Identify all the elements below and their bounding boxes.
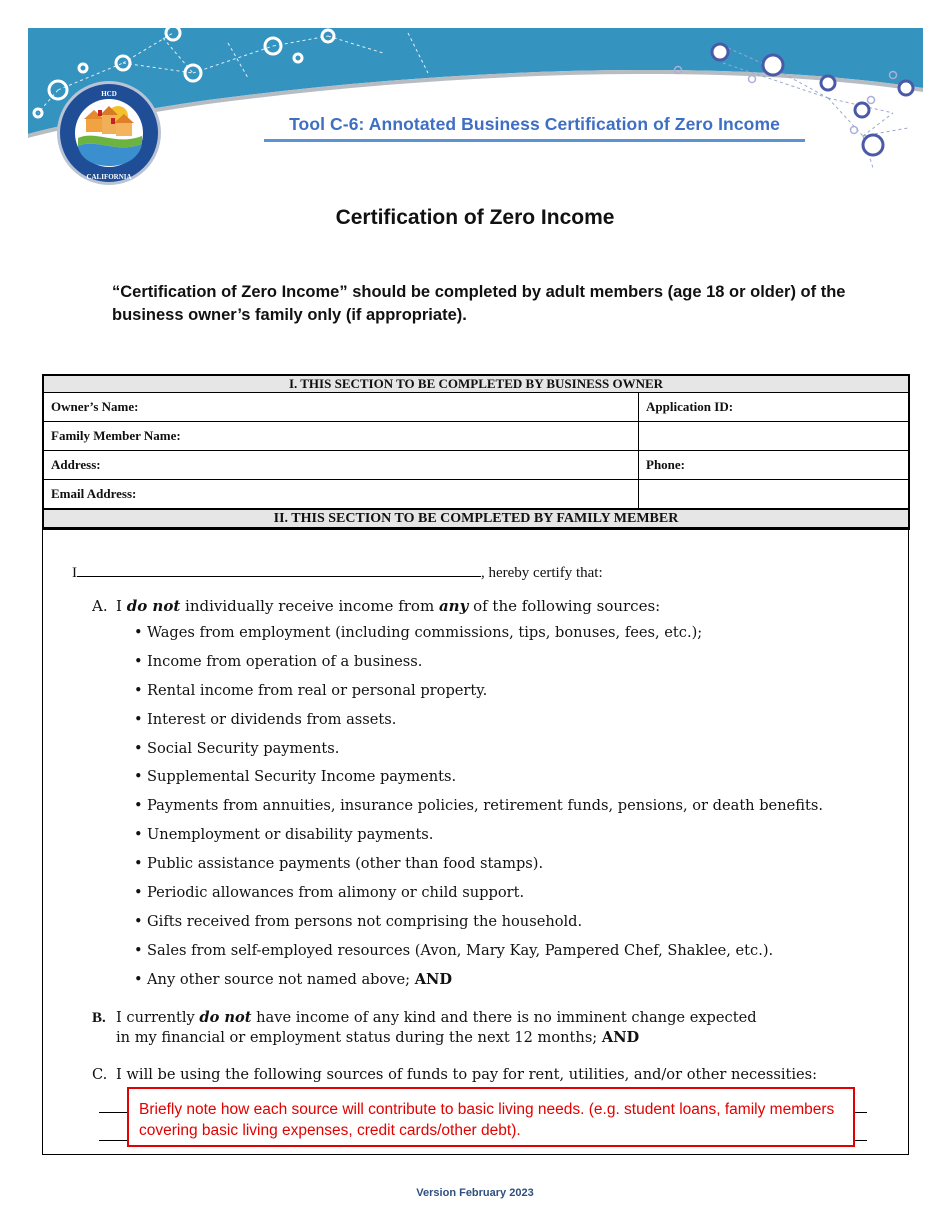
list-item-text: Public assistance payments (other than food stamps). bbox=[147, 855, 544, 873]
form-row bbox=[44, 393, 909, 422]
list-item bbox=[134, 940, 823, 969]
list-item-text: Social Security payments. bbox=[147, 739, 340, 757]
bullet-icon: • bbox=[134, 739, 143, 757]
owner-name-label: Owner’s Name: bbox=[51, 399, 139, 414]
section-1-header: I. THIS SECTION TO BE COMPLETED BY BUSINESS OWNER bbox=[44, 376, 909, 393]
family-member-signature-name-field[interactable] bbox=[77, 562, 481, 577]
item-c-label: C. bbox=[92, 1066, 108, 1083]
list-item-text: Supplemental Security Income payments. bbox=[147, 768, 457, 786]
form-row bbox=[44, 480, 909, 510]
list-item bbox=[134, 911, 823, 940]
form-row bbox=[44, 422, 909, 451]
list-item-text: Any other source not named above; bbox=[147, 970, 415, 988]
list-item-text: Sales from self-employed resources (Avon, Mary Kay, Pampered Chef, Shaklee, etc.). bbox=[147, 941, 774, 959]
item-b-text: I currently bbox=[116, 1009, 200, 1026]
list-item bbox=[134, 824, 823, 853]
intro-instructions: “Certification of Zero Income” should be completed by adult members (age 18 or older) of the business owner’s family only (if appropriate). bbox=[112, 283, 846, 324]
item-a-statement bbox=[92, 597, 660, 615]
email-address-field[interactable] bbox=[44, 480, 639, 510]
bullet-icon: • bbox=[134, 912, 143, 930]
list-item bbox=[134, 680, 823, 709]
tool-title: Tool C-6: Annotated Business Certification of Zero Income bbox=[289, 114, 780, 134]
list-item bbox=[134, 795, 823, 824]
bullet-icon: • bbox=[134, 884, 143, 902]
form-row bbox=[44, 451, 909, 480]
bullet-icon: • bbox=[134, 855, 143, 873]
item-a-text: of the following sources: bbox=[468, 597, 661, 615]
annotation-callout: Briefly note how each source will contribute to basic living needs. (e.g. student loans, family members covering basic living expenses, credit cards/other debt). bbox=[127, 1087, 855, 1147]
list-item-text: Income from operation of a business. bbox=[147, 652, 423, 670]
and-conjunction: AND bbox=[601, 1029, 640, 1046]
certify-statement bbox=[72, 562, 603, 582]
bullet-icon: • bbox=[134, 652, 143, 670]
bullet-icon: • bbox=[134, 681, 143, 699]
owner-name-field[interactable] bbox=[44, 393, 639, 422]
phone-field[interactable] bbox=[639, 451, 909, 480]
section-1-form bbox=[42, 374, 910, 530]
item-a-label: A. bbox=[92, 597, 108, 615]
item-b-label: B. bbox=[92, 1010, 106, 1026]
list-item bbox=[134, 651, 823, 680]
item-a-text: I bbox=[116, 597, 127, 615]
bullet-icon: • bbox=[134, 826, 143, 844]
list-item bbox=[134, 882, 823, 911]
document-title: Certification of Zero Income bbox=[335, 206, 615, 229]
blank-field[interactable] bbox=[639, 422, 909, 451]
bullet-icon: • bbox=[134, 768, 143, 786]
address-field[interactable] bbox=[44, 451, 639, 480]
list-item-text: Periodic allowances from alimony or child support. bbox=[147, 884, 525, 902]
and-conjunction: AND bbox=[414, 970, 453, 988]
item-c-statement bbox=[92, 1066, 817, 1083]
svg-text:CALIFORNIA: CALIFORNIA bbox=[86, 173, 132, 181]
list-item-text: Payments from annuities, insurance policies, retirement funds, pensions, or death benefits. bbox=[147, 797, 823, 815]
bullet-icon: • bbox=[134, 710, 143, 728]
bullet-icon: • bbox=[134, 941, 143, 959]
list-item-text: Unemployment or disability payments. bbox=[147, 826, 434, 844]
list-item bbox=[134, 709, 823, 738]
certify-suffix: , hereby certify that: bbox=[481, 565, 603, 581]
hcd-california-seal-logo bbox=[56, 80, 162, 186]
item-a-text: individually receive income from bbox=[180, 597, 439, 615]
item-a-emphasis-do-not: do not bbox=[126, 597, 181, 615]
list-item bbox=[134, 738, 823, 767]
family-member-name-field[interactable] bbox=[44, 422, 639, 451]
list-item bbox=[134, 766, 823, 795]
family-member-name-label: Family Member Name: bbox=[51, 428, 181, 443]
header-banner bbox=[28, 28, 923, 193]
network-banner-graphic bbox=[28, 28, 923, 193]
version-footer: Version February 2023 bbox=[416, 1187, 534, 1199]
blank-field[interactable] bbox=[639, 480, 909, 510]
list-item-text: Wages from employment (including commissions, tips, bonuses, fees, etc.); bbox=[147, 624, 703, 641]
tool-title-rule bbox=[264, 139, 805, 142]
email-address-label: Email Address: bbox=[51, 486, 137, 501]
bullet-icon: • bbox=[134, 624, 143, 641]
item-a-emphasis-any: any bbox=[438, 597, 469, 615]
bullet-icon: • bbox=[134, 970, 143, 988]
income-sources-list bbox=[134, 622, 823, 998]
bullet-icon: • bbox=[134, 797, 143, 815]
svg-text:HCD: HCD bbox=[101, 90, 117, 98]
application-id-field[interactable] bbox=[639, 393, 909, 422]
item-c-text: I will be using the following sources of funds to pay for rent, utilities, and/or other necessities: bbox=[116, 1066, 818, 1083]
application-id-label: Application ID: bbox=[646, 399, 734, 414]
certify-prefix: I bbox=[72, 565, 77, 581]
list-item-text: Interest or dividends from assets. bbox=[147, 710, 397, 728]
address-label: Address: bbox=[51, 457, 101, 472]
item-b-text: in my financial or employment status during the next 12 months; bbox=[116, 1029, 602, 1046]
list-item bbox=[134, 622, 823, 651]
list-item bbox=[134, 969, 823, 998]
phone-label: Phone: bbox=[646, 457, 685, 472]
item-b-text: have income of any kind and there is no imminent change expected bbox=[251, 1009, 757, 1026]
list-item-text: Rental income from real or personal property. bbox=[147, 681, 488, 699]
section-2-header: II. THIS SECTION TO BE COMPLETED BY FAMILY MEMBER bbox=[44, 509, 909, 528]
item-b-statement bbox=[92, 1008, 757, 1047]
list-item bbox=[134, 853, 823, 882]
list-item-text: Gifts received from persons not comprising the household. bbox=[147, 912, 583, 930]
item-b-emphasis-do-not: do not bbox=[199, 1009, 252, 1026]
